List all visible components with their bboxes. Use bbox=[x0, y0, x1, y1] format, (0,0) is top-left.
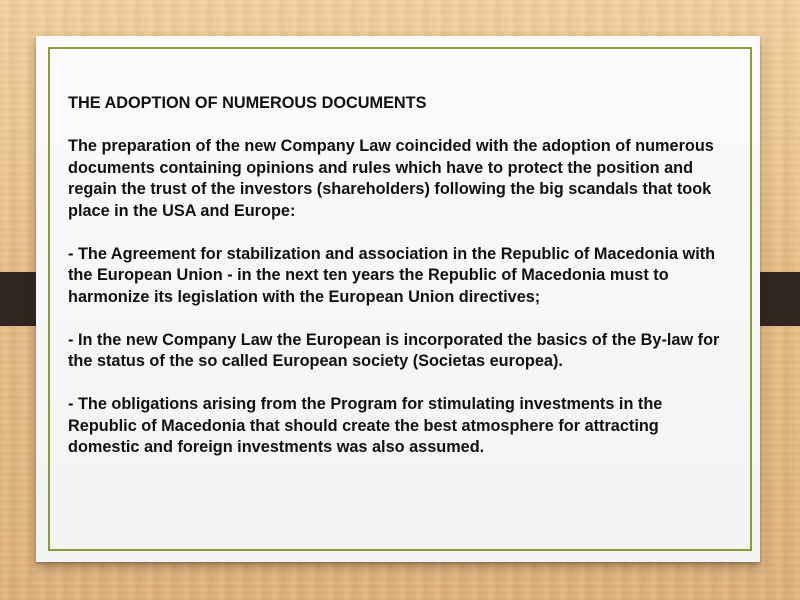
slide-title: THE ADOPTION OF NUMEROUS DOCUMENTS bbox=[68, 94, 427, 112]
slide-card bbox=[36, 36, 760, 562]
paragraph-obligations: - The obligations arising from the Program for stimulating investments in the Republic of Macedonia that should create the best atmosphere for attracting domestic and foreign investments was also assumed. bbox=[68, 395, 663, 456]
paragraph-intro: The preparation of the new Company Law coincided with the adoption of numerous documents containing opinions and rules which have to protect the position and regain the trust of the investors (shareholders) following the big scandals that took place in the USA and Europe: bbox=[68, 137, 714, 220]
slide-content bbox=[68, 93, 734, 459]
paragraph-agreement: - The Agreement for stabilization and association in the Republic of Macedonia with the European Union - in the next ten years the Republic of Macedonia must to harmonize its legislation with the European Union directives; bbox=[68, 244, 716, 306]
paragraph-company-law: - In the new Company Law the European is incorporated the basics of the By-law for the status of the so called European society (Societas europea). bbox=[68, 330, 720, 370]
